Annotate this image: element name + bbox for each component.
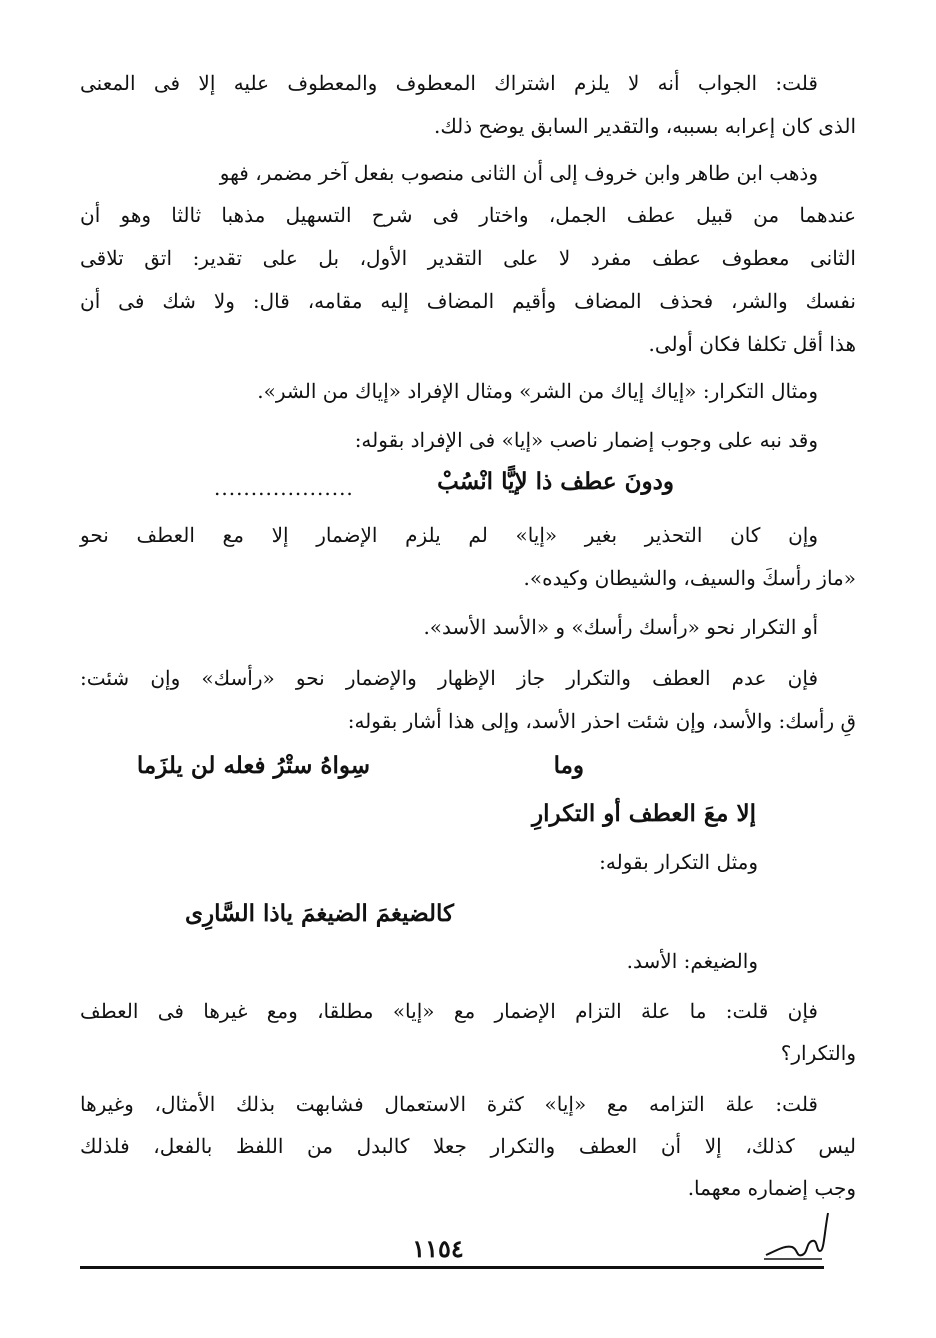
text-line: الثانى معطوف عطف مفرد لا على التقدير الأول، بل على تقدير: اتق تلاقى xyxy=(80,246,856,270)
text-line: وقد نبه على وجوب إضمار ناصب «إيا» فى الإفراد بقوله: xyxy=(354,428,818,452)
verse-line: كالضيغمَ الضيغمَ ياذا السَّارِى xyxy=(184,900,454,927)
text-line: هذا أقل تكلفا فكان أولى. xyxy=(648,332,856,356)
verse-line: إلا معَ العطف أو التكرارِ xyxy=(532,800,756,827)
text-line: وجب إضماره معهما. xyxy=(687,1176,856,1200)
text-line: والضيغم: الأسد. xyxy=(626,949,758,973)
text-line: ليس كذلك، إلا أن العطف والتكرار جعلا كالبدل من اللفظ بالفعل، فلذلك xyxy=(80,1134,856,1158)
text-line: «ماز رأسكَ والسيف، والشيطان وكيده». xyxy=(523,566,856,590)
text-line: ومثال التكرار: «إياك إياك من الشر» ومثال الإفراد «إياك من الشر». xyxy=(257,379,818,403)
text-line: أو التكرار نحو «رأسك رأسك» و «الأسد الأسد». xyxy=(423,615,818,639)
text-line: قلت: الجواب أنه لا يلزم اشتراك المعطوف والمعطوف عليه إلا فى المعنى xyxy=(80,71,818,95)
text-line: فإن قلت: ما علة التزام الإضمار مع «إيا» مطلقا، ومع غيرها فى العطف xyxy=(80,999,818,1023)
text-line: والتكرار؟ xyxy=(780,1041,856,1065)
text-line: عندهما من قبيل عطف الجمل، واختار فى شرح التسهيل مذهبا ثالثا وهو أن xyxy=(80,203,856,227)
signature-mark xyxy=(762,1205,832,1265)
text-line: الذى كان إعرابه بسببه، والتقدير السابق يوضح ذلك. xyxy=(433,114,856,138)
page-number: ١١٥٤ xyxy=(412,1234,464,1263)
text-line: قِ رأسك: والأسد، وإن شئت احذر الأسد، وإلى هذا أشار بقوله: xyxy=(347,709,856,733)
text-line: قلت: علة التزامه مع «إيا» كثرة الاستعمال فشابهت بذلك الأمثال، وغيرها xyxy=(80,1092,818,1116)
verse-line: سِواهُ ستْرُ فعله لن يلزَما xyxy=(136,752,370,779)
verse-line: وما xyxy=(553,752,584,779)
verse-ellipsis: ................... xyxy=(214,476,354,500)
text-line: وإن كان التحذير بغير «إيا» لم يلزم الإضمار إلا مع العطف نحو xyxy=(80,523,818,547)
text-line: وذهب ابن طاهر وابن خروف إلى أن الثانى منصوب بفعل آخر مضمر، فهو xyxy=(219,161,818,185)
text-line: فإن عدم العطف والتكرار جاز الإظهار والإضمار نحو «رأسك» وإن شئت: xyxy=(80,666,818,690)
text-line: نفسك والشر، فحذف المضاف وأقيم المضاف إليه مقامه، قال: ولا شك فى أن xyxy=(80,289,856,313)
verse-line: ودونَ عطف ذا لإيًّا انْسُبْ xyxy=(437,468,674,495)
text-line: ومثل التكرار بقوله: xyxy=(599,850,758,874)
footer-rule xyxy=(80,1266,824,1269)
